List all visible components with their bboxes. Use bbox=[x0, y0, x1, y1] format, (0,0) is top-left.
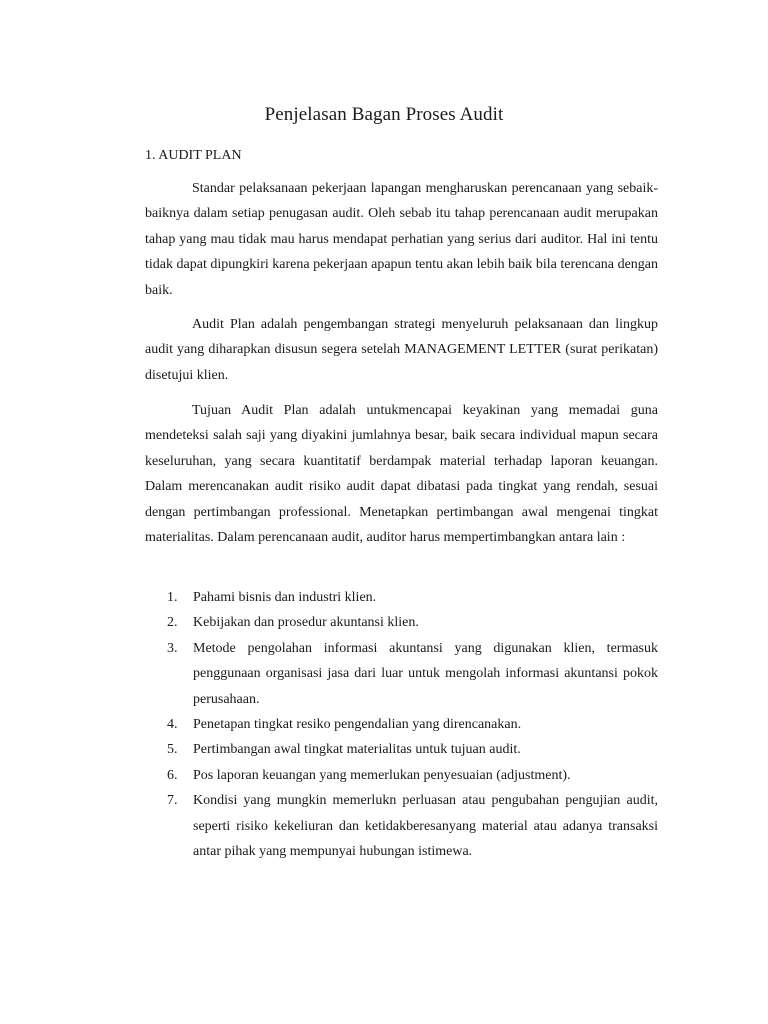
list-item-number: 2. bbox=[167, 615, 178, 631]
paragraph: Tujuan Audit Plan adalah untukmencapai keyakinan yang memadai guna mendeteksi salah saji yang diyakini jumlahnya besar, baik secara individual mapun secara keseluruhan, yang secara kuantitatif berdampak material terhadap laporan keuangan. Dalam merencanakan audit risiko audit dapat dibatasi pada tingkat yang rendah, sesuai dengan pertimbangan professional. Menetapkan pertimbangan awal mengenai tingkat materialitas. Dalam perencanaan audit, auditor harus mempertimbangkan antara lain : bbox=[145, 403, 658, 546]
list-item bbox=[145, 636, 658, 712]
list-item-text: Metode pengolahan informasi akuntansi yang digunakan klien, termasuk penggunaan organisasi jasa dari luar untuk mengolah informasi akuntansi pokok perusahaan. bbox=[193, 640, 658, 707]
list-item bbox=[145, 585, 658, 610]
section-heading: 1. AUDIT PLAN bbox=[145, 148, 242, 163]
list-item-text: Pertimbangan awal tingkat materialitas untuk tujuan audit. bbox=[193, 742, 521, 758]
list-item bbox=[145, 763, 658, 788]
list-item-number: 1. bbox=[167, 590, 178, 605]
list-item-text: Penetapan tingkat resiko pengendalian yang direncanakan. bbox=[193, 717, 522, 733]
list-item-text: Kebijakan dan prosedur akuntansi klien. bbox=[193, 615, 419, 631]
paragraph-1-container bbox=[145, 176, 658, 303]
list-item-number: 5. bbox=[167, 742, 178, 758]
list-item bbox=[145, 737, 658, 762]
list-item bbox=[145, 712, 658, 737]
list-item-number: 4. bbox=[167, 717, 178, 733]
list-item-text: Pahami bisnis dan industri klien. bbox=[193, 590, 377, 605]
paragraph: Standar pelaksanaan pekerjaan lapangan mengharuskan perencanaan yang sebaik-baiknya dalam setiap penugasan audit. Oleh sebab itu tahap perencanaan audit merupakan tahap yang mau tidak mau harus mendapat perhatian yang serius dari auditor. Hal ini tentu tidak dapat dipungkiri karena pekerjaan apapun tentu akan lebih baik bila terencana dengan baik. bbox=[145, 181, 658, 298]
numbered-list bbox=[145, 585, 658, 864]
list-item-text: Kondisi yang mungkin memerlukn perluasan atau pengubahan pengujian audit, seperti risiko kekeliuran dan ketidakberesanyang material atau adanya transaksi antar pihak yang mempunyai hubungan istimewa. bbox=[193, 793, 658, 860]
document-title: Penjelasan Bagan Proses Audit bbox=[264, 104, 504, 125]
list-item bbox=[145, 788, 658, 864]
list-item-number: 3. bbox=[167, 640, 178, 656]
list-item bbox=[145, 610, 658, 635]
paragraph-3-container bbox=[145, 398, 658, 550]
list-item-number: 7. bbox=[167, 793, 178, 809]
list-item-number: 6. bbox=[167, 767, 178, 783]
paragraph: Audit Plan adalah pengembangan strategi menyeluruh pelaksanaan dan lingkup audit yang diharapkan disusun segera setelah MANAGEMENT LETTER (surat perikatan) disetujui klien. bbox=[145, 317, 658, 383]
list-item-text: Pos laporan keuangan yang memerlukan penyesuaian (adjustment). bbox=[193, 767, 571, 783]
paragraph-2-container bbox=[145, 312, 658, 388]
